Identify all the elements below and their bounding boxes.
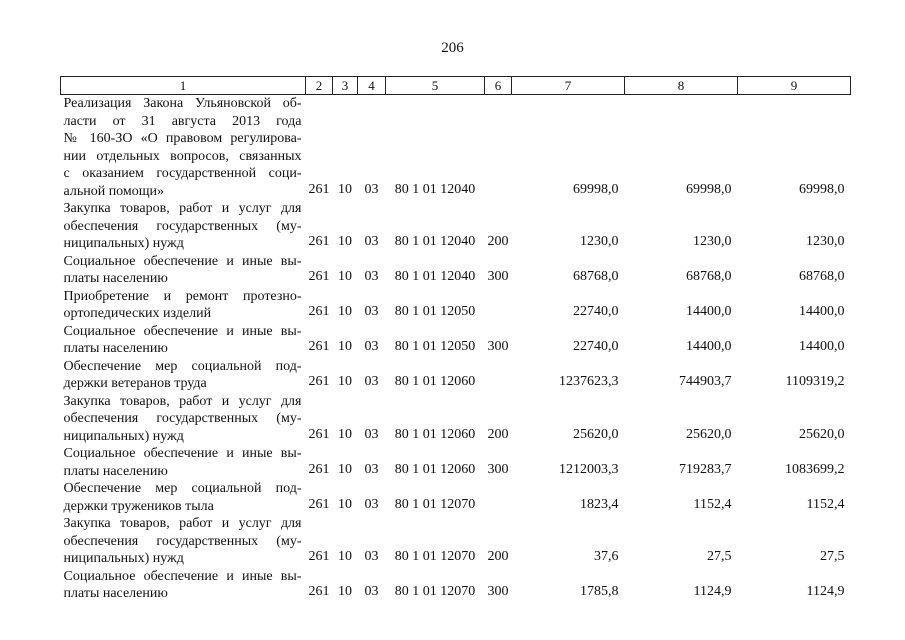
- row-name-line: Социальное обеспечение и иные вы-: [63, 323, 302, 339]
- column-header-2: 2: [306, 77, 333, 95]
- amount-col-8: 68768,0: [686, 269, 732, 284]
- row-name: [61, 95, 306, 201]
- row-name-line: альной помощи»: [63, 183, 165, 199]
- table-row: [61, 95, 851, 201]
- table-body: [61, 95, 851, 603]
- row-name-line: ниципальных) нужд: [63, 551, 184, 566]
- row-name-line: Социальное обеспечение и иные вы-: [63, 253, 302, 269]
- row-name-line: обеспечения государственных (му-: [63, 218, 302, 234]
- page-number: 206: [441, 40, 464, 56]
- column-header-8: 8: [625, 77, 738, 95]
- table-row: [61, 480, 851, 515]
- amount-col-7: 1785,8: [580, 584, 619, 599]
- amount-col-8: 744903,7: [679, 374, 732, 389]
- amount-col-8: 14400,0: [686, 304, 732, 319]
- table-row: [61, 200, 851, 253]
- target-item-code: 80 1 01 12050: [394, 339, 476, 354]
- amount-col-8: 1152,4: [693, 496, 732, 512]
- ministry-code: 261: [308, 374, 330, 389]
- section-code: 10: [338, 234, 352, 249]
- column-header-1: 1: [61, 77, 306, 95]
- row-name: [61, 200, 306, 253]
- amount-col-9: 25620,0: [799, 426, 845, 442]
- amount-col-7: 22740,0: [573, 339, 619, 354]
- subsection-code: 03: [364, 496, 379, 512]
- row-name-line: Социальное обеспечение и иные вы-: [63, 568, 302, 584]
- row-name: [61, 515, 306, 568]
- amount-col-7: 1823,4: [580, 496, 619, 512]
- section-code: 10: [338, 496, 352, 512]
- amount-col-8: 14400,0: [686, 339, 732, 354]
- row-name-line: ниципальных) нужд: [63, 428, 184, 444]
- amount-col-9: 1124,9: [806, 584, 845, 599]
- table-row: [61, 323, 851, 358]
- amount-col-7: 1230,0: [580, 234, 619, 249]
- row-name-line: держки тружеников тыла: [63, 498, 214, 514]
- row-name-line: Реализация Закона Ульяновской об-: [63, 96, 302, 111]
- section-code: 10: [338, 181, 352, 197]
- expense-type-code: 200: [487, 549, 509, 564]
- row-name-line: Приобретение и ремонт протезно-: [63, 288, 302, 304]
- column-header-4: 4: [358, 77, 386, 95]
- ministry-code: 261: [308, 461, 330, 477]
- target-item-code: 80 1 01 12060: [394, 461, 476, 477]
- section-code: 10: [338, 426, 352, 442]
- amount-col-8: 1124,9: [693, 584, 732, 599]
- row-name-line: Закупка товаров, работ и услуг для: [63, 201, 302, 216]
- table-header: [61, 77, 851, 95]
- row-name-line: Закупка товаров, работ и услуг для: [63, 516, 302, 531]
- budget-table: [60, 76, 851, 603]
- amount-col-8: 69998,0: [686, 181, 732, 197]
- amount-col-9: 14400,0: [799, 304, 845, 319]
- header-row: [61, 77, 851, 95]
- amount-col-8: 25620,0: [686, 426, 732, 442]
- row-name-line: № 160-ЗО «О правовом регулирова-: [63, 131, 302, 146]
- row-name: [61, 445, 306, 480]
- amount-col-7: 68768,0: [573, 269, 619, 284]
- row-name: [61, 288, 306, 323]
- row-name-line: обеспечения государственных (му-: [63, 411, 302, 426]
- target-item-code: 80 1 01 12050: [394, 304, 476, 319]
- target-item-code: 80 1 01 12040: [394, 234, 476, 249]
- row-name-line: ортопедических изделий: [63, 306, 212, 321]
- target-item-code: 80 1 01 12060: [394, 374, 476, 389]
- subsection-code: 03: [364, 584, 379, 599]
- column-header-9: 9: [738, 77, 851, 95]
- amount-col-8: 719283,7: [679, 461, 732, 477]
- amount-col-9: 14400,0: [799, 339, 845, 354]
- ministry-code: 261: [308, 181, 330, 197]
- section-code: 10: [338, 339, 352, 354]
- row-name: [61, 323, 306, 358]
- amount-col-7: 69998,0: [573, 181, 619, 197]
- amount-col-9: 1152,4: [806, 496, 845, 512]
- section-code: 10: [338, 269, 352, 284]
- expense-type-code: [485, 95, 512, 201]
- column-header-6: 6: [485, 77, 512, 95]
- row-name-line: нии отдельных вопросов, связанных: [63, 148, 302, 164]
- expense-type-code: [485, 358, 512, 393]
- expense-type-code: 300: [487, 584, 509, 599]
- target-item-code: 80 1 01 12070: [394, 584, 476, 599]
- table-row: [61, 515, 851, 568]
- row-name-line: платы населению: [63, 586, 168, 601]
- target-item-code: 80 1 01 12040: [394, 181, 476, 197]
- subsection-code: 03: [364, 339, 379, 354]
- ministry-code: 261: [308, 584, 330, 599]
- row-name: [61, 393, 306, 446]
- subsection-code: 03: [364, 234, 379, 249]
- row-name-line: держки ветеранов труда: [63, 376, 207, 391]
- ministry-code: 261: [308, 269, 330, 284]
- section-code: 10: [338, 374, 352, 389]
- target-item-code: 80 1 01 12060: [394, 426, 476, 442]
- row-name-line: платы населению: [63, 341, 168, 356]
- amount-col-8: 1230,0: [693, 234, 732, 249]
- row-name-line: Закупка товаров, работ и услуг для: [63, 393, 302, 409]
- subsection-code: 03: [364, 269, 379, 284]
- row-name-line: обеспечения государственных (му-: [63, 533, 302, 549]
- amount-col-7: 1237623,3: [559, 374, 619, 389]
- ministry-code: 261: [308, 549, 330, 564]
- table-row: [61, 445, 851, 480]
- expense-type-code: [485, 480, 512, 515]
- subsection-code: 03: [364, 374, 379, 389]
- target-item-code: 80 1 01 12070: [394, 496, 476, 512]
- row-name-line: платы населению: [63, 463, 168, 479]
- row-name: [61, 358, 306, 393]
- row-name-line: платы населению: [63, 271, 168, 286]
- ministry-code: 261: [308, 426, 330, 442]
- subsection-code: 03: [364, 304, 379, 319]
- amount-col-9: 68768,0: [799, 269, 845, 284]
- table-row: [61, 253, 851, 288]
- amount-col-7: 25620,0: [573, 426, 619, 442]
- row-name-line: Обеспечение мер социальной под-: [63, 481, 302, 496]
- amount-col-9: 1230,0: [806, 234, 845, 249]
- row-name: [61, 480, 306, 515]
- ministry-code: 261: [308, 496, 330, 512]
- column-header-7: 7: [512, 77, 625, 95]
- amount-col-8: 27,5: [707, 549, 732, 564]
- amount-col-9: 27,5: [820, 549, 845, 564]
- subsection-code: 03: [364, 549, 379, 564]
- amount-col-9: 1083699,2: [785, 461, 845, 477]
- subsection-code: 03: [364, 181, 379, 197]
- subsection-code: 03: [364, 426, 379, 442]
- expense-type-code: 300: [487, 269, 509, 284]
- section-code: 10: [338, 584, 352, 599]
- section-code: 10: [338, 304, 352, 319]
- table-row: [61, 358, 851, 393]
- expense-type-code: 200: [487, 234, 509, 249]
- table-row: [61, 568, 851, 603]
- target-item-code: 80 1 01 12070: [394, 549, 476, 564]
- amount-col-7: 37,6: [594, 549, 619, 564]
- target-item-code: 80 1 01 12040: [394, 269, 476, 284]
- row-name-line: с оказанием государственной соци-: [63, 166, 302, 181]
- ministry-code: 261: [308, 304, 330, 319]
- ministry-code: 261: [308, 339, 330, 354]
- row-name-line: ласти от 31 августа 2013 года: [63, 113, 302, 129]
- section-code: 10: [338, 461, 352, 477]
- amount-col-7: 1212003,3: [559, 461, 619, 477]
- row-name: [61, 253, 306, 288]
- column-header-5: 5: [386, 77, 485, 95]
- row-name-line: ниципальных) нужд: [63, 236, 184, 251]
- amount-col-7: 22740,0: [573, 304, 619, 319]
- table-row: [61, 288, 851, 323]
- amount-col-9: 69998,0: [799, 181, 845, 197]
- subsection-code: 03: [364, 461, 379, 477]
- amount-col-9: 1109319,2: [785, 374, 845, 389]
- ministry-code: 261: [308, 234, 330, 249]
- expense-type-code: 300: [487, 339, 509, 354]
- row-name-line: Обеспечение мер социальной под-: [63, 358, 302, 374]
- table-row: [61, 393, 851, 446]
- section-code: 10: [338, 549, 352, 564]
- row-name-line: Социальное обеспечение и иные вы-: [63, 446, 302, 461]
- expense-type-code: [485, 288, 512, 323]
- column-header-3: 3: [333, 77, 358, 95]
- expense-type-code: 200: [487, 426, 509, 442]
- row-name: [61, 568, 306, 603]
- expense-type-code: 300: [487, 461, 509, 477]
